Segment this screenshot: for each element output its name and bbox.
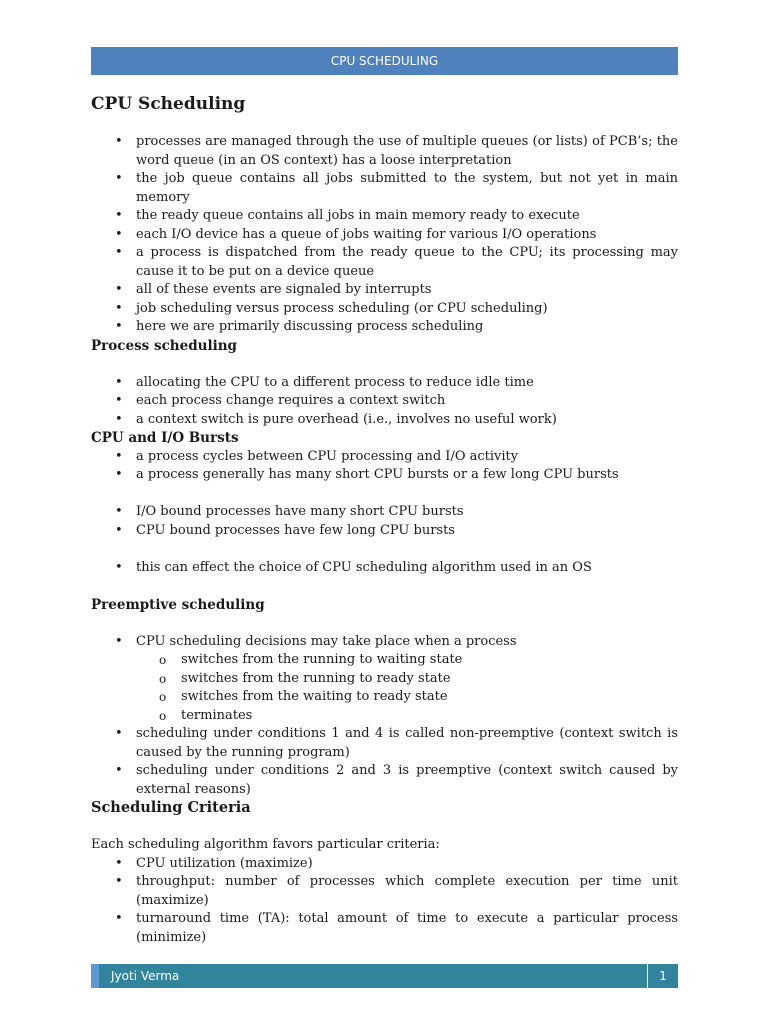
list-item: • here we are primarily discussing process scheduling	[91, 318, 678, 337]
list-item: • a process cycles between CPU processing and I/O activity	[91, 448, 678, 467]
page-footer	[91, 964, 678, 988]
list-item: • the ready queue contains all jobs in main memory ready to execute	[91, 207, 678, 226]
bursts-list-3	[91, 559, 678, 578]
list-item: • a process is dispatched from the ready queue to the CPU; its processing may cause it to be put on a device queue	[91, 244, 678, 281]
preemptive-after-list	[91, 725, 678, 799]
section-heading-process-scheduling: Process scheduling	[91, 337, 237, 354]
list-item: • each I/O device has a queue of jobs waiting for various I/O operations	[91, 226, 678, 245]
spacer	[91, 485, 678, 504]
intro-list	[91, 133, 678, 337]
preemptive-list	[91, 633, 678, 652]
list-item: • CPU scheduling decisions may take place when a process	[91, 633, 678, 652]
sub-list-item: o terminates	[91, 707, 678, 726]
spacer	[91, 818, 678, 837]
sub-list-item: o switches from the running to ready state	[91, 670, 678, 689]
list-item: • scheduling under conditions 1 and 4 is called non-preemptive (context switch is caused by the running program)	[91, 725, 678, 762]
section-heading-criteria: Scheduling Criteria	[91, 799, 251, 816]
list-item: • scheduling under conditions 2 and 3 is preemptive (context switch caused by external reasons)	[91, 762, 678, 799]
process-scheduling-list	[91, 374, 678, 430]
list-item: • this can effect the choice of CPU scheduling algorithm used in an OS	[91, 559, 678, 578]
list-item: • a process generally has many short CPU bursts or a few long CPU bursts	[91, 466, 678, 485]
spacer	[91, 577, 678, 596]
list-item: • the job queue contains all jobs submitted to the system, but not yet in main memory	[91, 170, 678, 207]
list-item: • CPU utilization (maximize)	[91, 855, 678, 874]
sub-list-item: o switches from the waiting to ready state	[91, 688, 678, 707]
criteria-list	[91, 855, 678, 948]
page-header	[91, 47, 678, 75]
list-item: • a context switch is pure overhead (i.e., involves no useful work)	[91, 411, 678, 430]
list-item: • I/O bound processes have many short CPU bursts	[91, 503, 678, 522]
list-item: • job scheduling versus process scheduling (or CPU scheduling)	[91, 300, 678, 319]
spacer	[91, 540, 678, 559]
section-heading-bursts: CPU and I/O Bursts	[91, 430, 239, 446]
list-item: • processes are managed through the use of multiple queues (or lists) of PCB’s; the word queue (in an OS context) has a loose interpretation	[91, 133, 678, 170]
bursts-list-2	[91, 503, 678, 540]
bursts-list-1	[91, 448, 678, 485]
document-body	[91, 92, 678, 947]
list-item: • all of these events are signaled by interrupts	[91, 281, 678, 300]
footer-author: Jyoti Verma	[111, 969, 180, 983]
list-item: • throughput: number of processes which complete execution per time unit (maximize)	[91, 873, 678, 910]
spacer	[91, 355, 678, 374]
header-title: CPU SCHEDULING	[330, 54, 439, 68]
section-heading-preemptive: Preemptive scheduling	[91, 596, 265, 613]
footer-accent	[91, 964, 99, 988]
list-item: • each process change requires a context switch	[91, 392, 678, 411]
list-item: • allocating the CPU to a different process to reduce idle time	[91, 374, 678, 393]
preemptive-sublist	[91, 651, 678, 725]
page-title: CPU Scheduling	[91, 94, 246, 114]
page-number: 1	[647, 964, 678, 988]
list-item: • CPU bound processes have few long CPU bursts	[91, 522, 678, 541]
criteria-intro: Each scheduling algorithm favors particular criteria:	[91, 837, 440, 852]
list-item: • turnaround time (TA): total amount of time to execute a particular process (minimize)	[91, 910, 678, 947]
sub-list-item: o switches from the running to waiting state	[91, 651, 678, 670]
spacer	[91, 614, 678, 633]
